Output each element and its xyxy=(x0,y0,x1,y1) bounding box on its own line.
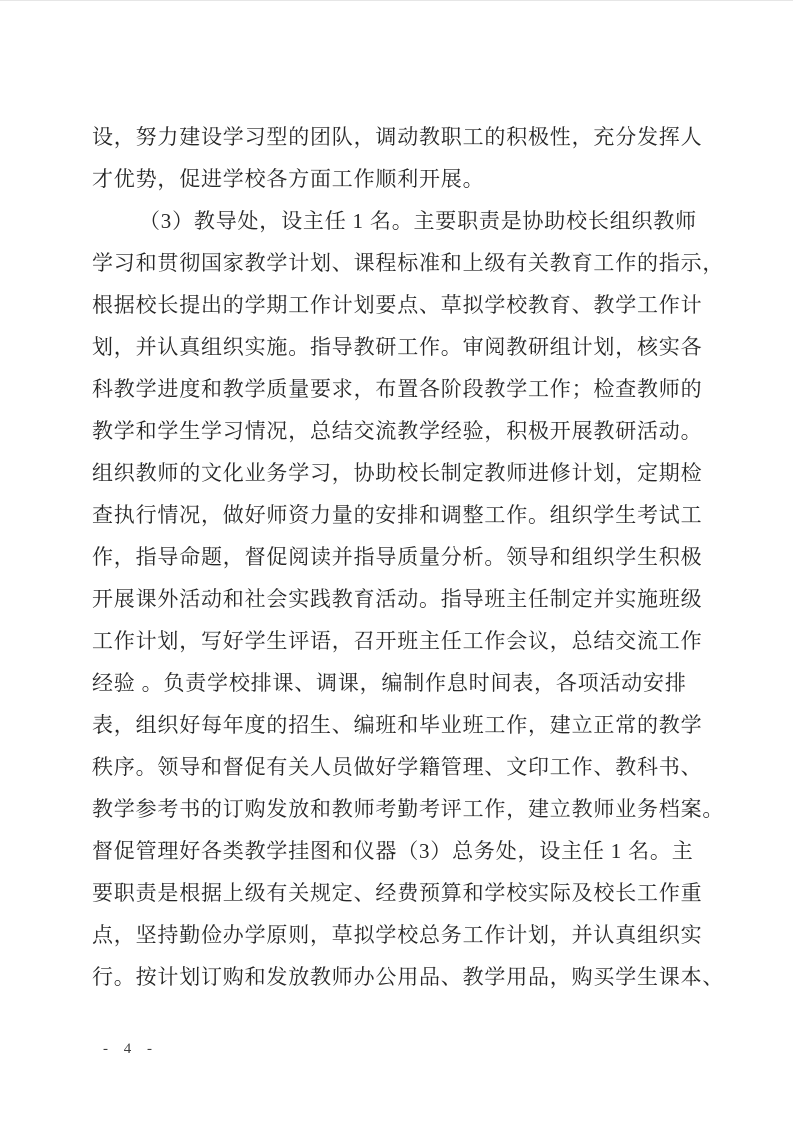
text-line: 科教学进度和教学质量要求，布置各阶段教学工作；检查教师的 xyxy=(92,377,703,401)
scan-edge-artifact xyxy=(0,0,793,1)
text-line: 工作计划，写好学生评语，召开班主任工作会议，总结交流工作 xyxy=(92,629,703,653)
text-line: 开展课外活动和社会实践教育活动。指导班主任制定并实施班级 xyxy=(92,587,703,611)
text-line: 学习和贯彻国家教学计划、课程标准和上级有关教育工作的指示， xyxy=(92,251,725,275)
text-line: 组织教师的文化业务学习，协助校长制定教师进修计划，定期检 xyxy=(92,461,703,485)
text-line: 根据校长提出的学期工作计划要点、草拟学校教育、教学工作计 xyxy=(92,293,703,317)
text-line: 经验 。负责学校排课、调课，编制作息时间表，各项活动安排 xyxy=(92,671,687,695)
text-line: 点，坚持勤俭办学原则，草拟学校总务工作计划，并认真组织实 xyxy=(92,923,703,947)
text-line: 查执行情况，做好师资力量的安排和调整工作。组织学生考试工 xyxy=(92,503,703,527)
text-line: 表，组织好每年度的招生、编班和毕业班工作，建立正常的教学 xyxy=(92,713,703,737)
text-line: 教学和学生学习情况，总结交流教学经验，积极开展教研活动。 xyxy=(92,419,703,443)
text-line: 划，并认真组织实施。指导教研工作。审阅教研组计划，核实各 xyxy=(92,335,703,359)
page-number: - 4 - xyxy=(103,1041,158,1057)
text-line: 督促管理好各类教学挂图和仪器（3）总务处，设主任 1 名。主 xyxy=(92,839,694,863)
text-line: （3）教导处，设主任 1 名。主要职责是协助校长组织教师 xyxy=(139,209,697,233)
text-line: 行。按计划订购和发放教师办公用品、教学用品，购买学生课本、 xyxy=(92,965,725,989)
text-line: 要职责是根据上级有关规定、经费预算和学校实际及校长工作重 xyxy=(92,881,703,905)
text-line: 设，努力建设学习型的团队，调动教职工的积极性，充分发挥人 xyxy=(92,125,703,149)
text-line: 教学参考书的订购发放和教师考勤考评工作，建立教师业务档案。 xyxy=(92,797,725,821)
text-line: 秩序。领导和督促有关人员做好学籍管理、文印工作、教科书、 xyxy=(92,755,703,779)
text-line: 作，指导命题，督促阅读并指导质量分析。领导和组织学生积极 xyxy=(92,545,703,569)
body-text xyxy=(92,116,752,998)
text-line: 才优势，促进学校各方面工作顺利开展。 xyxy=(92,167,485,191)
